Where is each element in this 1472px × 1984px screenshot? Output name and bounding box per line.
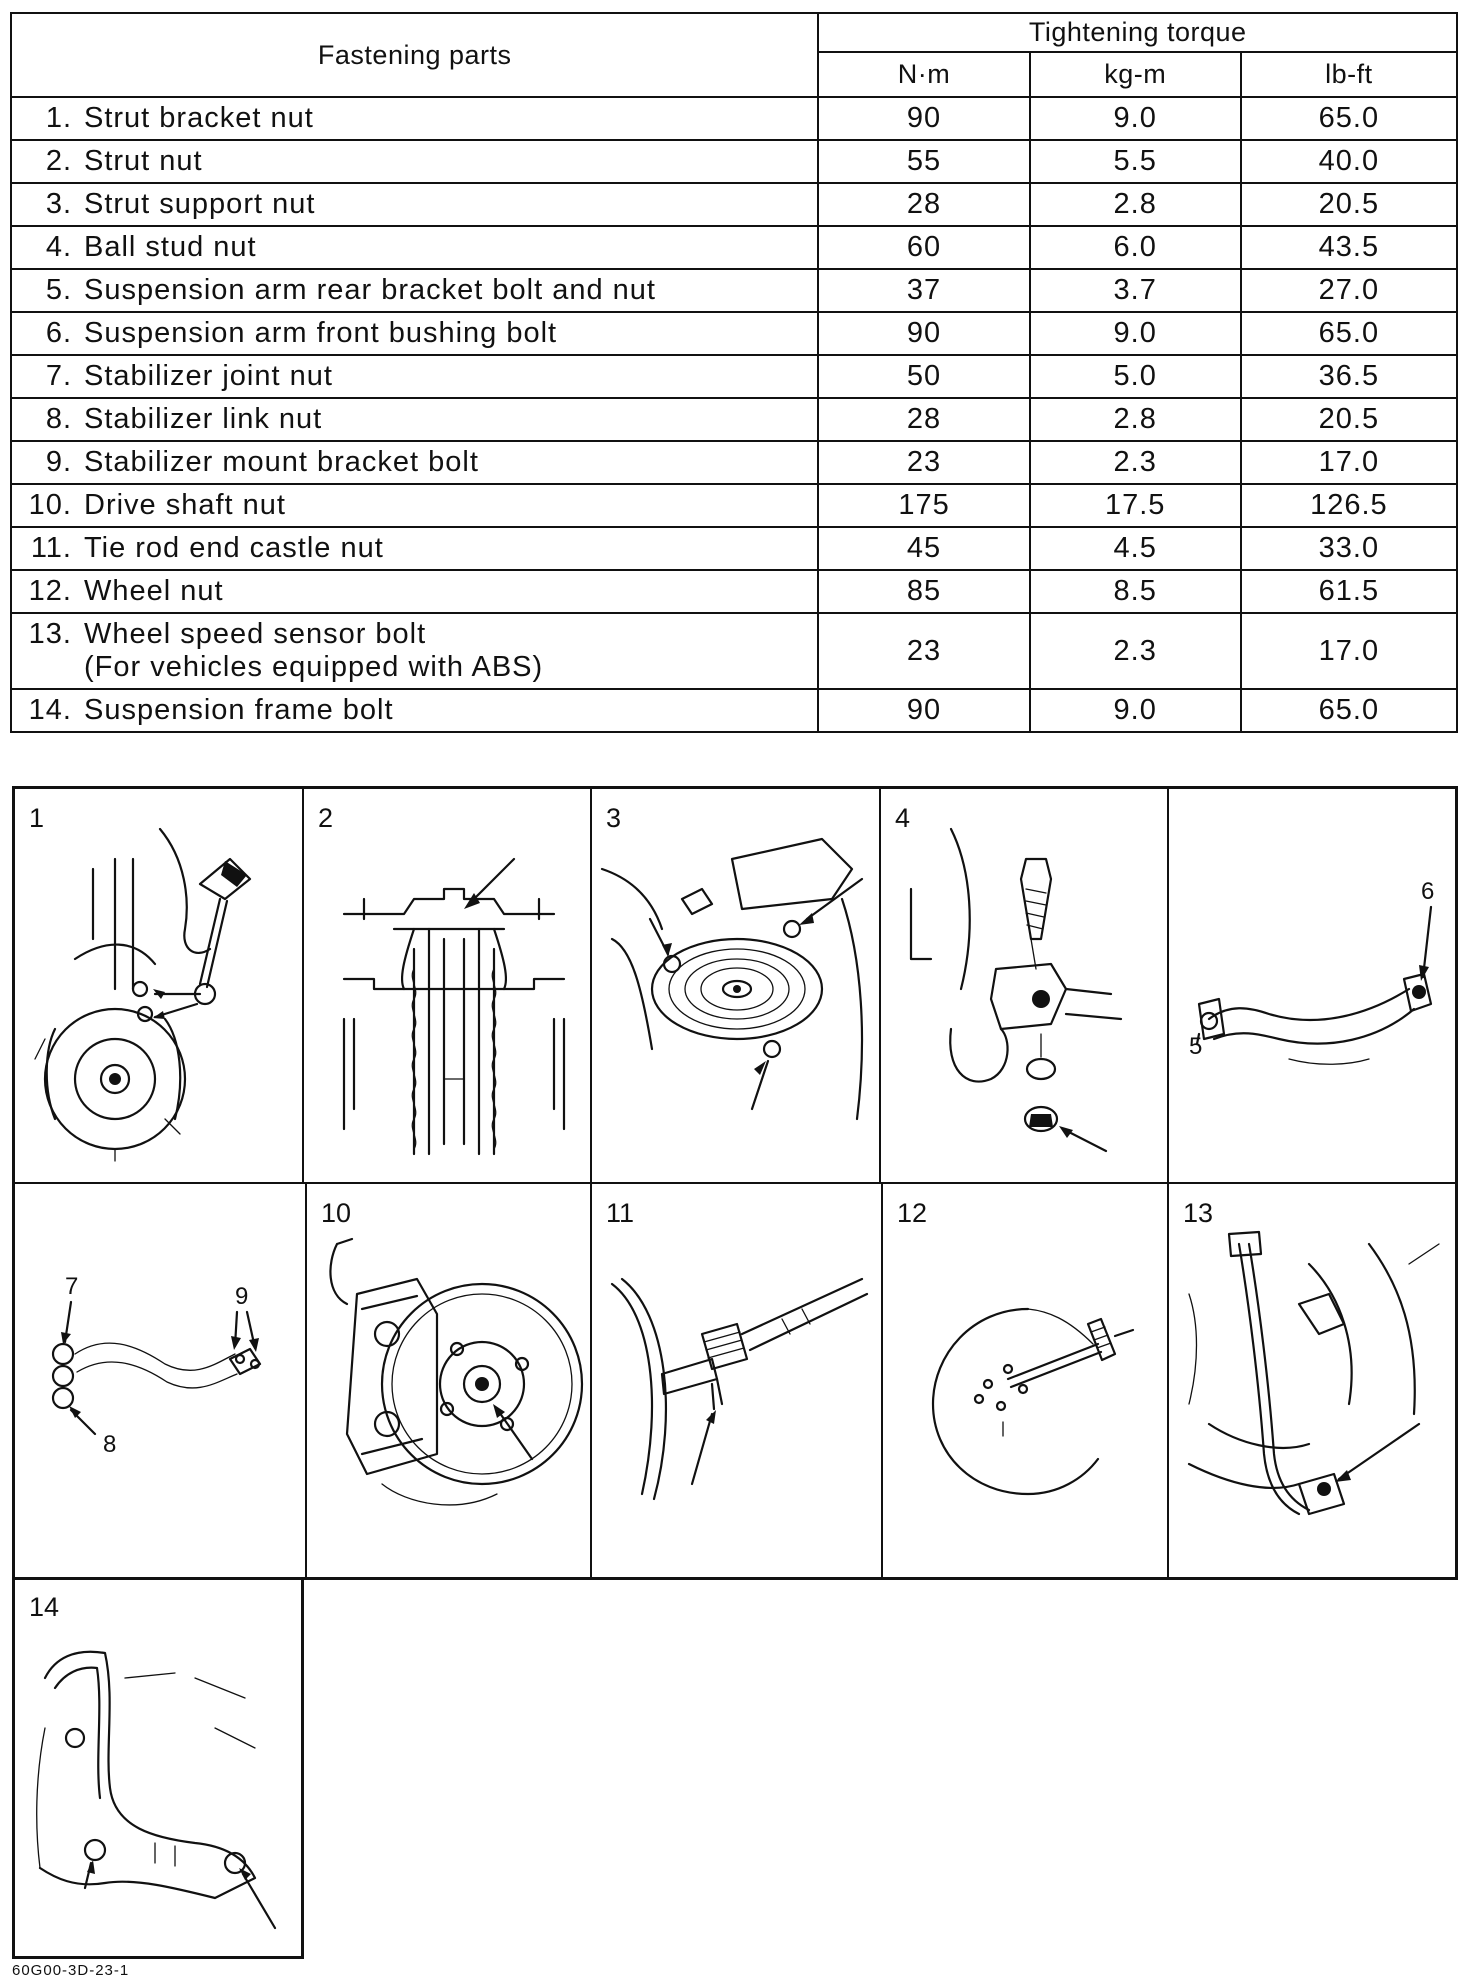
figure-panel-14 (12, 1578, 304, 1959)
figure-panel-5 (1169, 789, 1455, 1182)
torque-nm: 37 (818, 269, 1029, 312)
wheel-nut-illustration (883, 1184, 1167, 1577)
figure-label: 12 (897, 1198, 928, 1228)
torque-nm: 23 (818, 613, 1029, 689)
callout-8: 8 (103, 1431, 117, 1458)
part-number: 12. (28, 575, 72, 607)
part-number: 3. (45, 188, 72, 220)
torque-nm: 28 (818, 398, 1029, 441)
part-name: Drive shaft nut (84, 489, 286, 521)
suspension-frame-illustration (15, 1578, 301, 1956)
header-fastening-parts: Fastening parts (11, 13, 818, 97)
part-number: 13. (28, 618, 72, 650)
torque-kgm: 2.3 (1030, 613, 1241, 689)
torque-kgm: 4.5 (1030, 527, 1241, 570)
torque-kgm: 2.3 (1030, 441, 1241, 484)
part-name: Suspension arm rear bracket bolt and nut (84, 274, 656, 306)
part-name: Wheel nut (84, 575, 224, 607)
part-name: Stabilizer joint nut (84, 360, 333, 392)
table-row (11, 183, 1457, 226)
part-number: 8. (45, 403, 72, 435)
torque-lbft: 20.5 (1241, 398, 1457, 441)
torque-nm: 90 (818, 312, 1029, 355)
torque-nm: 28 (818, 183, 1029, 226)
callout-6: 6 (1421, 878, 1435, 905)
callout-9: 9 (235, 1283, 249, 1310)
part-cell (11, 527, 818, 570)
part-number: 7. (45, 360, 72, 392)
part-name: Strut support nut (84, 188, 316, 220)
part-number: 11. (30, 532, 72, 564)
table-row (11, 355, 1457, 398)
part-name: Wheel speed sensor bolt (84, 618, 427, 650)
part-cell (11, 441, 818, 484)
figure-panel-2 (304, 789, 590, 1182)
figure-label: 4 (895, 803, 911, 833)
part-cell (11, 613, 818, 689)
torque-lbft: 43.5 (1241, 226, 1457, 269)
torque-kgm: 5.0 (1030, 355, 1241, 398)
part-note: (For vehicles equipped with ABS) (84, 651, 544, 683)
strut-nut-illustration (304, 789, 590, 1182)
part-name: Suspension arm front bushing bolt (84, 317, 558, 349)
header-unit-lbft: lb-ft (1241, 52, 1457, 97)
suspension-arm-illustration (1169, 789, 1455, 1182)
part-number: 9. (45, 446, 72, 478)
torque-nm: 60 (818, 226, 1029, 269)
torque-lbft: 17.0 (1241, 441, 1457, 484)
torque-kgm: 6.0 (1030, 226, 1241, 269)
table-row (11, 484, 1457, 527)
part-cell (11, 269, 818, 312)
table-row (11, 140, 1457, 183)
torque-lbft: 65.0 (1241, 97, 1457, 140)
part-number: 2. (45, 145, 72, 177)
figure-panel-13 (1169, 1184, 1455, 1577)
illustration-grid (12, 786, 1458, 1580)
figure-panel-4 (881, 789, 1167, 1182)
torque-nm: 45 (818, 527, 1029, 570)
torque-nm: 50 (818, 355, 1029, 398)
figure-label: 3 (606, 803, 622, 833)
figure-label: 11 (606, 1198, 635, 1228)
torque-lbft: 65.0 (1241, 312, 1457, 355)
table-row (11, 613, 1457, 689)
torque-lbft: 27.0 (1241, 269, 1457, 312)
torque-kgm: 2.8 (1030, 183, 1241, 226)
part-number: 10. (28, 489, 72, 521)
torque-nm: 55 (818, 140, 1029, 183)
torque-kgm: 3.7 (1030, 269, 1241, 312)
torque-kgm: 9.0 (1030, 97, 1241, 140)
part-cell (11, 570, 818, 613)
callout-5: 5 (1189, 1033, 1203, 1060)
torque-nm: 90 (818, 689, 1029, 732)
torque-lbft: 20.5 (1241, 183, 1457, 226)
part-number: 4. (45, 231, 72, 263)
table-row (11, 312, 1457, 355)
torque-lbft: 126.5 (1241, 484, 1457, 527)
figure-label: 1 (29, 803, 45, 833)
header-tightening-torque: Tightening torque (818, 13, 1457, 52)
part-cell (11, 183, 818, 226)
part-number: 5. (45, 274, 72, 306)
torque-lbft: 61.5 (1241, 570, 1457, 613)
torque-kgm: 2.8 (1030, 398, 1241, 441)
part-number: 6. (45, 317, 72, 349)
part-cell (11, 398, 818, 441)
torque-lbft: 33.0 (1241, 527, 1457, 570)
figure-panel-6 (15, 1184, 305, 1577)
header-unit-kgm: kg-m (1030, 52, 1241, 97)
part-name: Stabilizer link nut (84, 403, 323, 435)
part-number: 1. (45, 102, 72, 134)
torque-nm: 23 (818, 441, 1029, 484)
figure-panel-1 (15, 789, 302, 1182)
table-row (11, 527, 1457, 570)
table-row (11, 226, 1457, 269)
torque-lbft: 36.5 (1241, 355, 1457, 398)
part-name: Strut nut (84, 145, 203, 177)
figure-panel-3 (592, 789, 879, 1182)
figure-label: 13 (1183, 1198, 1214, 1228)
tie-rod-end-illustration (592, 1184, 881, 1577)
strut-support-nut-illustration (592, 789, 879, 1182)
part-cell (11, 140, 818, 183)
part-name: Stabilizer mount bracket bolt (84, 446, 479, 478)
part-cell (11, 355, 818, 398)
figure-label: 2 (318, 803, 334, 833)
table-row (11, 689, 1457, 732)
torque-lbft: 40.0 (1241, 140, 1457, 183)
torque-lbft: 65.0 (1241, 689, 1457, 732)
torque-kgm: 8.5 (1030, 570, 1241, 613)
strut-bracket-nut-illustration (15, 789, 302, 1182)
part-cell (11, 484, 818, 527)
table-row (11, 570, 1457, 613)
torque-specification-table (10, 12, 1458, 733)
torque-lbft: 17.0 (1241, 613, 1457, 689)
torque-kgm: 9.0 (1030, 689, 1241, 732)
drive-shaft-nut-illustration (307, 1184, 590, 1577)
torque-kgm: 5.5 (1030, 140, 1241, 183)
torque-kgm: 9.0 (1030, 312, 1241, 355)
part-name: Suspension frame bolt (84, 694, 394, 726)
table-row (11, 398, 1457, 441)
figure-panel-12 (883, 1184, 1167, 1577)
figure-label: 10 (321, 1198, 352, 1228)
part-name: Ball stud nut (84, 231, 257, 263)
callout-7: 7 (65, 1273, 79, 1300)
table-row (11, 441, 1457, 484)
figure-code: 60G00-3D-23-1 (12, 1962, 130, 1979)
table-row (11, 97, 1457, 140)
ball-stud-nut-illustration (881, 789, 1167, 1182)
stabilizer-illustration (15, 1184, 305, 1577)
part-cell (11, 97, 818, 140)
torque-nm: 85 (818, 570, 1029, 613)
torque-kgm: 17.5 (1030, 484, 1241, 527)
part-cell (11, 312, 818, 355)
torque-nm: 175 (818, 484, 1029, 527)
table-body (11, 97, 1457, 732)
header-unit-nm: N·m (818, 52, 1029, 97)
figure-panel-11 (592, 1184, 881, 1577)
figure-label: 14 (29, 1592, 60, 1622)
part-cell (11, 689, 818, 732)
figure-panel-10 (307, 1184, 590, 1577)
part-number: 14. (28, 694, 72, 726)
table-row (11, 269, 1457, 312)
part-name: Tie rod end castle nut (84, 532, 384, 564)
part-name: Strut bracket nut (84, 102, 314, 134)
torque-nm: 90 (818, 97, 1029, 140)
part-cell (11, 226, 818, 269)
wheel-speed-sensor-illustration (1169, 1184, 1455, 1577)
